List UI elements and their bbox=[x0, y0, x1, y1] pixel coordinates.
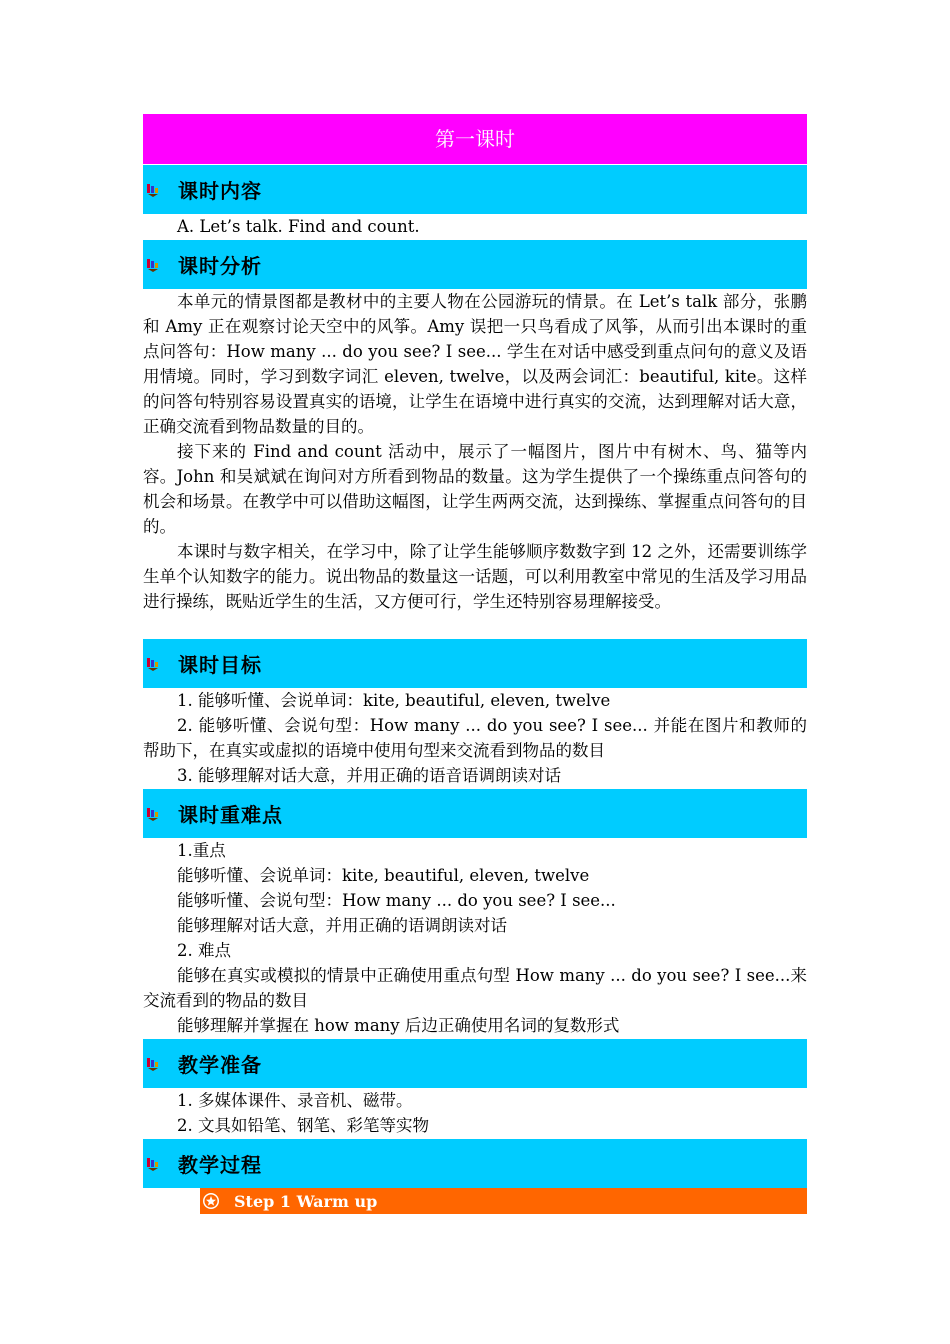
key-point-line: 2. 难点 bbox=[177, 941, 231, 960]
bullet-icon bbox=[146, 1157, 160, 1171]
content-line: A. Let’s talk. Find and count. bbox=[177, 217, 420, 236]
goal-item: 1. 能够听懂、会说单词：kite, beautiful, eleven, twelve bbox=[177, 691, 611, 710]
goal-item: 3. 能够理解对话大意，并用正确的语音语调朗读对话 bbox=[177, 766, 561, 785]
bullet-icon bbox=[146, 258, 160, 272]
bullet-icon bbox=[146, 183, 160, 197]
key-point-line: 能够听懂、会说句型：How many ... do you see? I see... bbox=[177, 891, 616, 910]
preparation-line: 1. 多媒体课件、录音机、磁带。 bbox=[177, 1091, 413, 1110]
section-header-key-points bbox=[143, 789, 807, 838]
document-page bbox=[143, 114, 807, 1214]
preparation-line: 2. 文具如铅笔、钢笔、彩笔等实物 bbox=[177, 1116, 429, 1135]
star-badge-icon bbox=[202, 1192, 220, 1210]
section-title: 教学准备 bbox=[178, 1053, 262, 1077]
section-title: 课时分析 bbox=[178, 254, 262, 278]
section-title: 课时重难点 bbox=[178, 803, 283, 827]
section-header-preparation bbox=[143, 1039, 807, 1088]
section-title: 课时内容 bbox=[178, 179, 262, 203]
analysis-paragraph: 接下来的 Find and count 活动中，展示了一幅图片，图片中有树木、鸟、猫等内容。John 和吴斌斌在询问对方所看到物品的数量。这为学生提供了一个操练重点问答句的机会和场景。在教学中可以借助这幅图，让学生两两交流，达到操练、掌握重点问答句的目的。 bbox=[143, 442, 807, 536]
step-header bbox=[200, 1188, 807, 1214]
section-header-content bbox=[143, 165, 807, 214]
analysis-paragraph: 本课时与数字相关，在学习中，除了让学生能够顺序数数字到 12 之外，还需要训练学生单个认知数字的能力。说出物品的数量这一话题，可以利用教室中常见的生活及学习用品进行操练，既贴近学生的生活，又方便可行，学生还特别容易理解接受。 bbox=[143, 542, 807, 611]
bullet-icon bbox=[146, 1057, 160, 1071]
key-point-line: 能够听懂、会说单词：kite, beautiful, eleven, twelve bbox=[177, 866, 590, 885]
lesson-title: 第一课时 bbox=[143, 114, 807, 164]
analysis-paragraph: 本单元的情景图都是教材中的主要人物在公园游玩的情景。在 Let’s talk 部分，张鹏和 Amy 正在观察讨论天空中的风筝。Amy 误把一只鸟看成了风筝，从而引出本课时的重点问答句：How many ... do you see? I see... 学生在对话中感受到重点问句的意义及语用情境。同时，学习到数字词汇 eleven, twelve，以及两会词汇：beautiful, kite。这样的问答句特别容易设置真实的语境，让学生在语境中进行真实的交流，达到理解对话大意，正确交流看到物品数量的目的。 bbox=[143, 292, 807, 436]
section-title: 课时目标 bbox=[178, 653, 262, 677]
section-header-goals bbox=[143, 639, 807, 688]
section-title: 教学过程 bbox=[178, 1153, 262, 1177]
key-point-line: 能够理解并掌握在 how many 后边正确使用名词的复数形式 bbox=[177, 1016, 620, 1035]
bullet-icon bbox=[146, 807, 160, 821]
key-point-line: 1.重点 bbox=[177, 841, 226, 860]
key-point-line: 能够理解对话大意，并用正确的语调朗读对话 bbox=[177, 916, 507, 935]
bullet-icon bbox=[146, 657, 160, 671]
goal-item: 2. 能够听懂、会说句型：How many ... do you see? I see... 并能在图片和教师的帮助下，在真实或虚拟的语境中使用句型来交流看到物品的数目 bbox=[143, 716, 807, 760]
key-point-paragraph: 能够在真实或模拟的情景中正确使用重点句型 How many ... do you see? I see...来交流看到的物品的数目 bbox=[143, 966, 807, 1010]
section-header-analysis bbox=[143, 240, 807, 289]
step-title: Step 1 Warm up bbox=[234, 1191, 378, 1211]
section-header-process bbox=[143, 1139, 807, 1188]
